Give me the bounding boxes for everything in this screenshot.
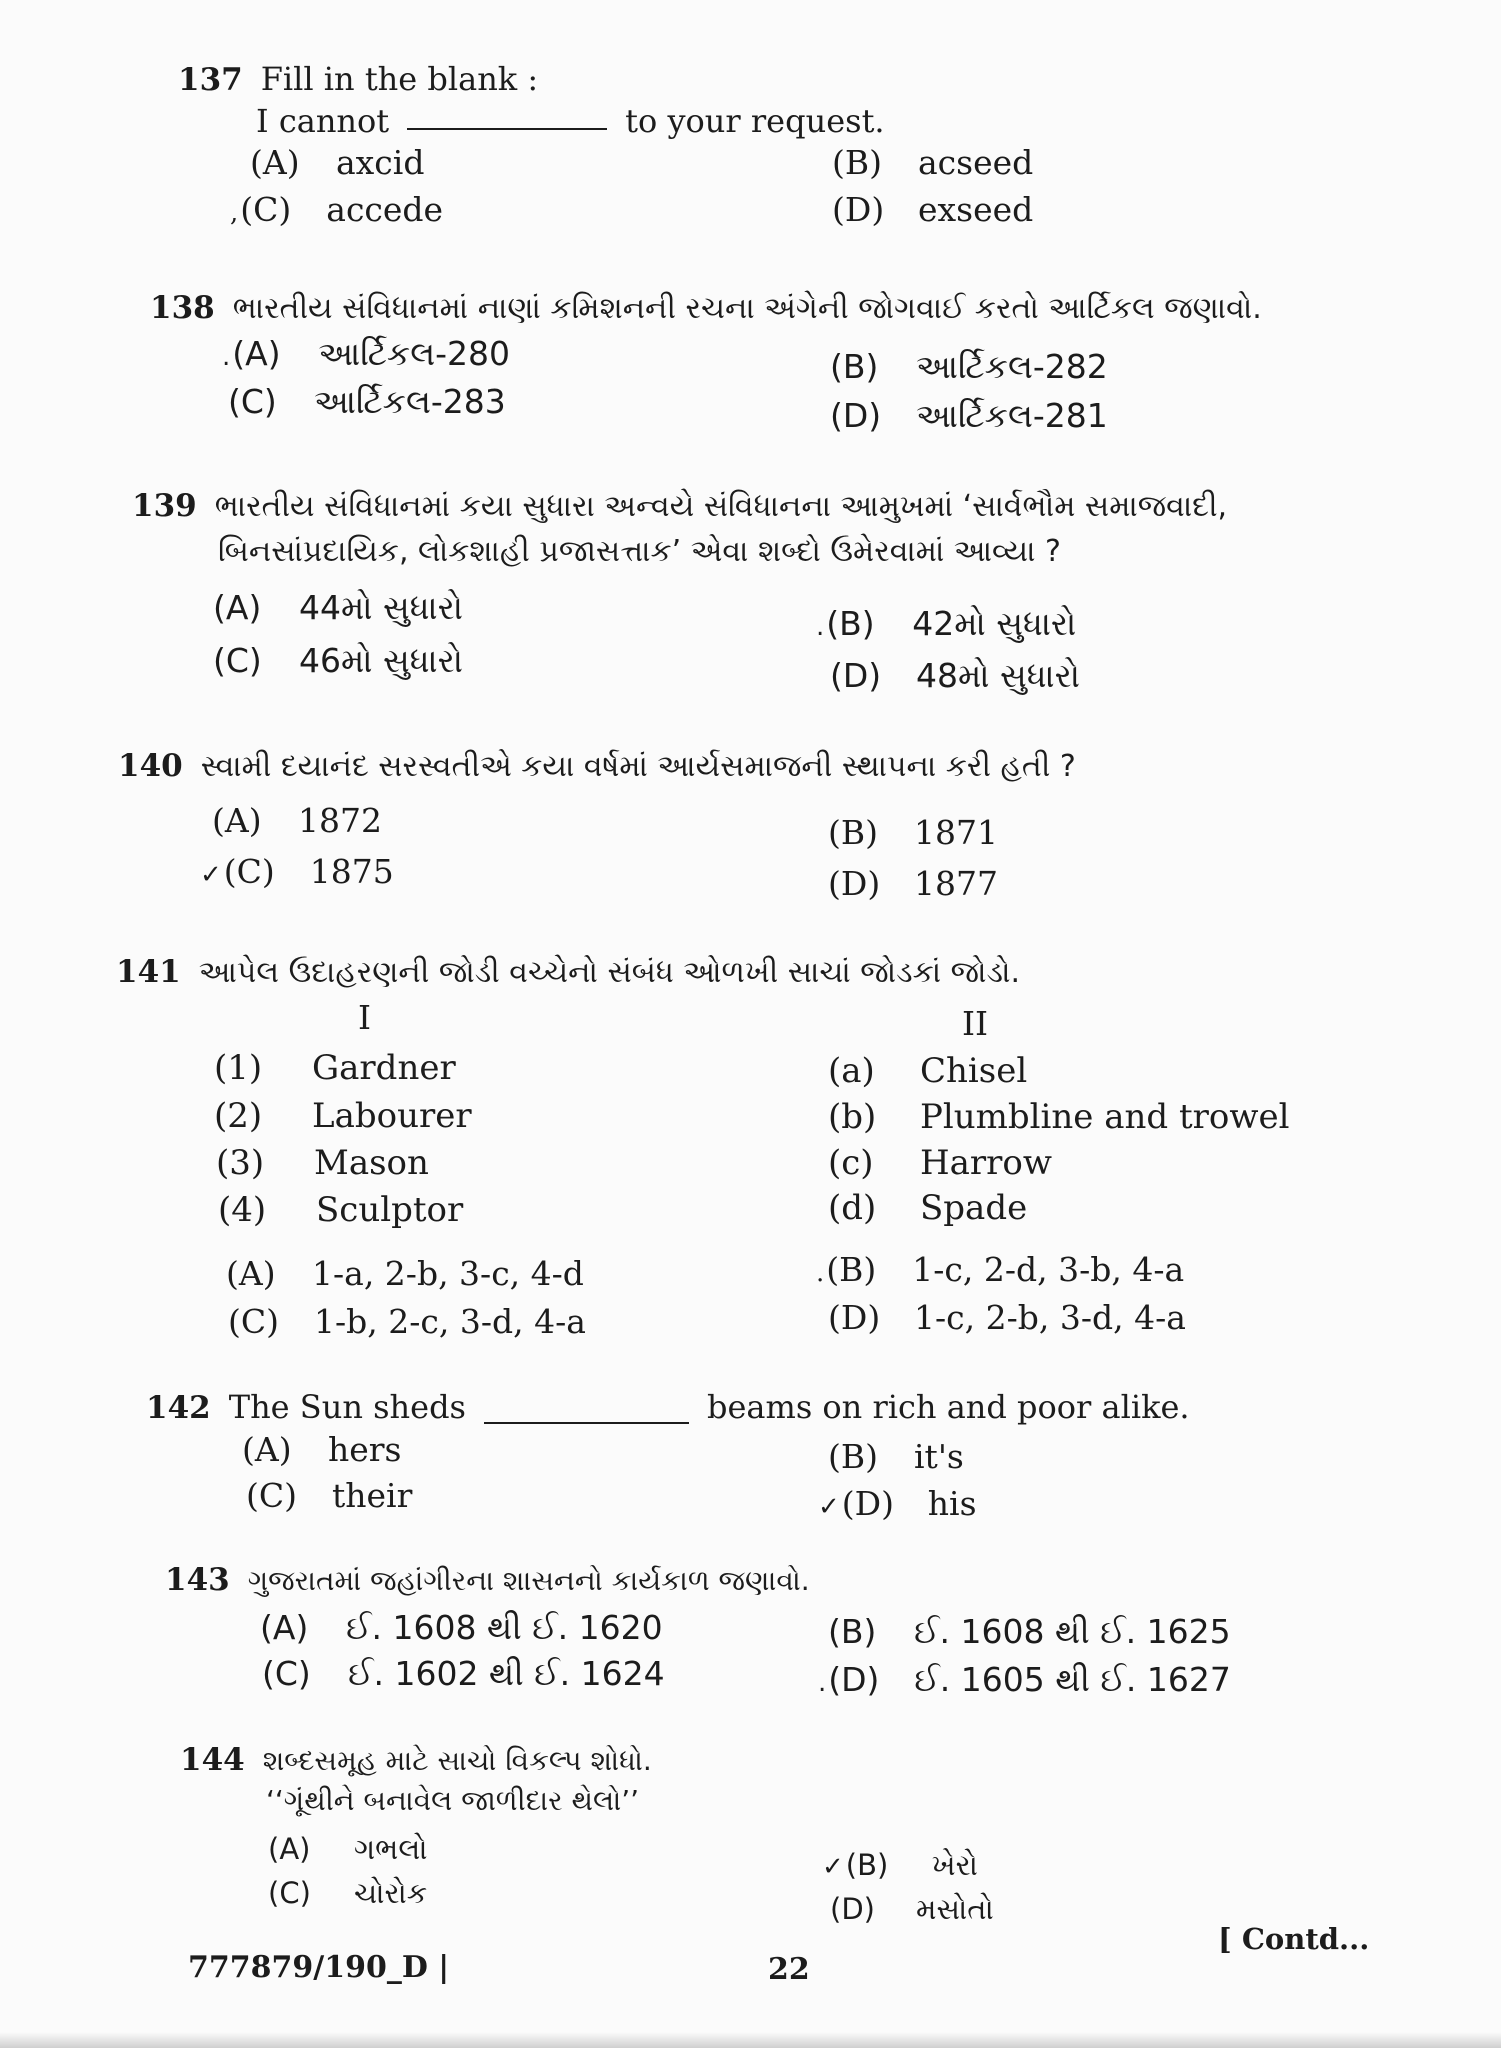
option-a[interactable] [242, 1430, 402, 1469]
continued-note: [ Contd... [1218, 1922, 1370, 1956]
option-label: (C) [223, 852, 275, 891]
option-b[interactable] [816, 604, 1076, 644]
option-d[interactable] [818, 1660, 1231, 1700]
option-label: (A) [213, 588, 262, 627]
question-text-part2: beams on rich and poor alike. [706, 1388, 1190, 1426]
option-a[interactable] [268, 1832, 428, 1867]
item-text: Spade [920, 1188, 1028, 1228]
option-label: (A) [260, 1608, 309, 1647]
question-text-part2: to your request. [625, 102, 885, 140]
option-b[interactable] [828, 1612, 1231, 1652]
option-label: (A) [250, 143, 300, 182]
paper-code: 777879/190_D | [188, 1950, 450, 1985]
option-text: ખેરો [931, 1848, 978, 1882]
option-text: 48મો સુધારો [916, 656, 1080, 695]
option-text: આર્ટિકલ-283 [314, 382, 506, 421]
match-left-item [218, 1190, 463, 1230]
item-text: Mason [314, 1143, 429, 1183]
option-label: (D) [830, 1892, 875, 1926]
item-text: Harrow [920, 1143, 1052, 1183]
option-label: (B) [832, 143, 882, 182]
question-text-part1: The Sun sheds [228, 1388, 466, 1426]
question-141 [116, 952, 1020, 990]
option-c[interactable] [213, 641, 463, 681]
question-text: ભારતીય સંવિધાનમાં નાણાં કમિશનની રચના અંગેની જોગવાઈ કરતો આર્ટિકલ જણાવો. [232, 291, 1262, 326]
match-right-item [828, 1188, 1027, 1228]
option-text: hers [328, 1430, 402, 1469]
option-a[interactable] [260, 1608, 663, 1648]
option-text: 46મો સુધારો [299, 641, 463, 680]
question-number: 144 [180, 1742, 245, 1778]
question-text: સ્વામી દયાનંદ સરસ્વતીએ કયા વર્ષમાં આર્યસમાજની સ્થાપના કરી હતી ? [200, 749, 1076, 784]
option-b[interactable] [828, 1437, 964, 1476]
option-c[interactable] [228, 382, 506, 422]
option-label: (B) [828, 813, 878, 852]
option-c[interactable] [230, 190, 443, 229]
option-c[interactable] [246, 1476, 412, 1515]
item-letter: (d) [828, 1188, 877, 1228]
option-text: 42મો સુધારો [912, 604, 1077, 643]
option-label: (C) [228, 382, 277, 421]
option-label: (B) [830, 347, 879, 386]
option-text: exseed [918, 190, 1034, 229]
option-label: (C) [246, 1476, 297, 1515]
option-text: 44મો સુધારો [299, 588, 463, 627]
option-text: 1872 [298, 801, 382, 840]
question-number: 141 [116, 954, 181, 990]
option-label: (D) [830, 396, 882, 435]
item-number: (4) [218, 1190, 267, 1230]
option-label: (C) [262, 1654, 311, 1693]
question-143 [165, 1560, 810, 1598]
option-text: 1-c, 2-b, 3-d, 4-a [914, 1298, 1186, 1337]
item-number: (1) [214, 1048, 263, 1088]
option-b[interactable] [830, 347, 1108, 387]
option-text: 1-b, 2-c, 3-d, 4-a [314, 1302, 586, 1341]
item-letter: (a) [828, 1051, 875, 1091]
option-d[interactable] [830, 1892, 994, 1927]
option-label: (B) [845, 1848, 889, 1882]
option-label: (D) [830, 656, 882, 695]
option-text: 1-a, 2-b, 3-c, 4-d [312, 1254, 584, 1293]
question-text-line1: ભારતીય સંવિધાનમાં કયા સુધારા અન્વયે સંવિધાનના આમુખમાં ‘સાર્વભૌમ સમાજવાદી, [214, 489, 1228, 524]
option-d[interactable] [830, 656, 1080, 696]
fill-blank [407, 118, 607, 130]
answer-tick-mark: . [818, 1668, 827, 1698]
scan-edge-shadow [0, 2032, 1501, 2048]
option-text: મસોતો [916, 1892, 994, 1926]
option-label: (D) [832, 190, 885, 229]
question-number: 139 [132, 488, 197, 524]
option-c[interactable] [262, 1654, 665, 1694]
question-number: 142 [146, 1390, 211, 1426]
option-label: (C) [228, 1302, 279, 1341]
match-right-item [828, 1051, 1027, 1091]
option-text: આર્ટિકલ-280 [318, 334, 511, 373]
item-text: Gardner [312, 1048, 456, 1088]
question-144 [180, 1740, 652, 1818]
option-text: ઈ. 1608 થી ઈ. 1620 [346, 1608, 663, 1647]
item-text: Sculptor [316, 1190, 464, 1230]
option-text: accede [326, 190, 444, 229]
question-quote: ‘‘ગૂંથીને બનાવેલ જાળીદાર થેલો’’ [266, 1784, 639, 1817]
question-number: 140 [118, 748, 183, 784]
option-label: (B) [828, 1437, 878, 1476]
option-label: (D) [828, 1298, 881, 1337]
option-label: (A) [212, 801, 262, 840]
answer-tick-mark: . [222, 342, 231, 372]
option-text: 1877 [914, 864, 998, 903]
option-d[interactable] [830, 396, 1108, 436]
question-text-line2: બિનસાંપ્રદાયિક, લોકશાહી પ્રજાસત્તાક’ એવા શબ્દો ઉમેરવામાં આવ્યા ? [218, 534, 1061, 569]
option-label: (B) [826, 1250, 877, 1289]
option-text: 1-c, 2-d, 3-b, 4-a [912, 1250, 1185, 1289]
option-label: (A) [226, 1254, 276, 1293]
option-label: (D) [828, 1660, 880, 1699]
option-label: (D) [828, 864, 881, 903]
question-text: ગુજરાતમાં જહાંગીરના શાસનનો કાર્યકાળ જણાવો. [247, 1564, 810, 1597]
option-text: acseed [918, 143, 1034, 182]
question-number: 138 [150, 290, 215, 326]
answer-tick-mark: ✓ [822, 1852, 844, 1882]
page-number: 22 [768, 1952, 810, 1987]
option-label: (C) [213, 641, 262, 680]
item-letter: (c) [828, 1143, 874, 1183]
option-text: ઈ. 1608 થી ઈ. 1625 [914, 1612, 1231, 1651]
option-label: (A) [242, 1430, 292, 1469]
match-left-item [214, 1048, 456, 1088]
item-text: Chisel [920, 1051, 1028, 1091]
fill-blank [484, 1412, 689, 1424]
question-number: 143 [165, 1562, 230, 1598]
option-text: આર્ટિકલ-282 [916, 347, 1108, 386]
item-text: Labourer [312, 1096, 472, 1136]
item-number: (3) [216, 1143, 265, 1183]
match-left-item [214, 1096, 472, 1136]
option-label: (D) [841, 1484, 895, 1523]
question-139 [132, 486, 1227, 569]
option-label: (B) [828, 1612, 877, 1651]
question-text: આપેલ ઉદાહરણની જોડી વચ્ચેનો સંબંધ ઓળખી સાચાં જોડકાં જોડો. [198, 955, 1021, 990]
option-c[interactable] [200, 852, 394, 891]
option-b[interactable] [822, 1848, 978, 1883]
option-text: ચોરોક [354, 1876, 428, 1910]
option-text: their [332, 1476, 413, 1515]
option-label: (B) [826, 604, 875, 643]
answer-tick-mark: . [816, 612, 825, 642]
option-b[interactable] [832, 143, 1033, 182]
option-text: 1875 [309, 852, 394, 891]
answer-tick-mark: ✓ [818, 1492, 840, 1522]
option-d[interactable] [828, 1298, 1186, 1337]
option-d[interactable] [818, 1484, 977, 1523]
option-c[interactable] [268, 1876, 427, 1911]
option-b[interactable] [816, 1250, 1184, 1289]
option-d[interactable] [832, 190, 1033, 229]
match-right-item [828, 1143, 1052, 1183]
option-label: (C) [240, 190, 292, 229]
option-text: ગભલો [354, 1832, 428, 1866]
item-letter: (b) [828, 1097, 877, 1137]
option-a[interactable] [213, 588, 463, 628]
option-label: (C) [268, 1876, 311, 1910]
option-text: it's [914, 1437, 964, 1476]
question-text-part1: I cannot [256, 102, 390, 140]
option-text: ઈ. 1602 થી ઈ. 1624 [348, 1654, 665, 1693]
column-ii-header: II [962, 1004, 989, 1043]
option-a[interactable] [226, 1254, 584, 1293]
option-text: આર્ટિકલ-281 [916, 396, 1108, 435]
match-left-item [216, 1143, 429, 1183]
option-c[interactable] [228, 1302, 586, 1341]
question-number: 137 [178, 62, 243, 98]
option-label: (A) [232, 334, 281, 373]
option-a[interactable] [222, 334, 510, 374]
question-140 [118, 746, 1076, 784]
option-text: ઈ. 1605 થી ઈ. 1627 [914, 1660, 1231, 1699]
option-label: (A) [268, 1832, 311, 1866]
question-137 [178, 60, 885, 140]
answer-tick-mark: . [816, 1258, 825, 1288]
column-i-header: I [358, 998, 372, 1037]
match-right-item [828, 1097, 1289, 1137]
option-text: 1871 [914, 813, 998, 852]
option-text: his [927, 1484, 977, 1523]
question-text: Fill in the blank : [260, 60, 539, 98]
option-text: axcid [336, 143, 425, 182]
option-d[interactable] [828, 864, 998, 903]
item-text: Plumbline and trowel [920, 1097, 1290, 1137]
item-number: (2) [214, 1096, 263, 1136]
question-142 [146, 1388, 1190, 1426]
option-a[interactable] [212, 801, 382, 840]
option-a[interactable] [250, 143, 424, 182]
question-138 [150, 288, 1262, 326]
answer-tick-mark: , [230, 198, 239, 228]
answer-tick-mark: ✓ [200, 860, 222, 890]
question-text: શબ્દસમૂહ માટે સાચો વિકલ્પ શોધો. [262, 1744, 652, 1777]
option-b[interactable] [828, 813, 998, 852]
